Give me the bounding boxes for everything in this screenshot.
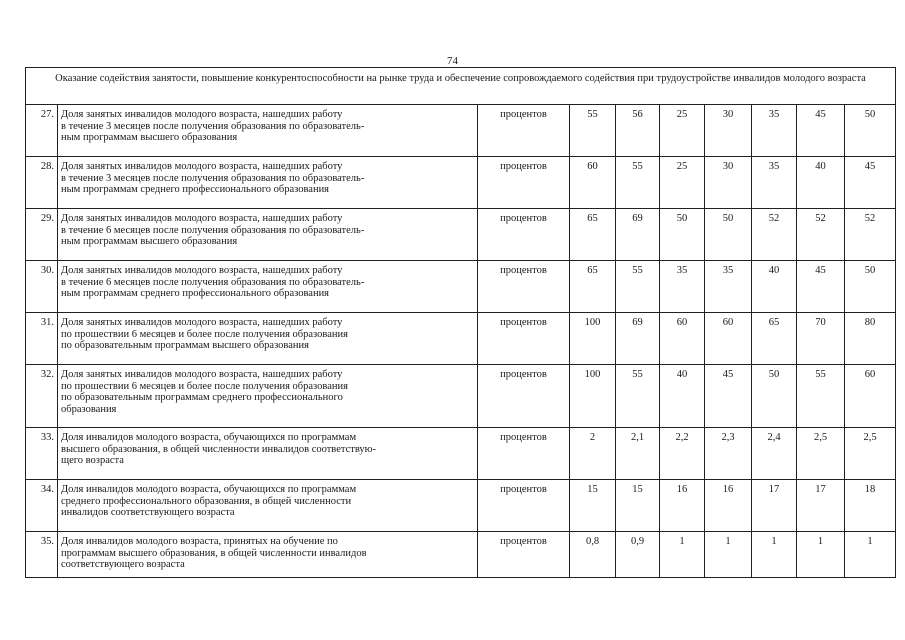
row-number: 33. <box>26 428 58 480</box>
value-cell: 52 <box>845 209 896 261</box>
value-cell: 60 <box>705 313 752 365</box>
indicator-name-line: Доля инвалидов молодого возраста, обучающихся по программам <box>61 484 357 495</box>
section-title: Оказание содействия занятости, повышение конкурентоспособности на рынке труда и обеспечение сопровождаемого содействия при трудоустройстве инвалидов молодого возраста <box>26 68 896 105</box>
row-number: 32. <box>26 365 58 428</box>
unit-cell: процентов <box>478 261 570 313</box>
value-cell: 80 <box>845 313 896 365</box>
value-cell: 55 <box>797 365 845 428</box>
indicators-body <box>26 68 896 578</box>
indicator-name-line: высшего образования, в общей численности инвалидов соответствую- <box>61 443 377 455</box>
value-cell: 50 <box>752 365 797 428</box>
value-cell: 55 <box>616 261 660 313</box>
value-cell: 2,1 <box>616 428 660 480</box>
indicator-name <box>58 313 478 365</box>
indicator-name-line: по прошествии 6 месяцев и более после получения образования <box>61 328 348 340</box>
table-row <box>26 365 896 428</box>
value-cell: 56 <box>616 105 660 157</box>
value-cell: 17 <box>797 480 845 532</box>
row-number: 27. <box>26 105 58 157</box>
indicator-name-line: Доля занятых инвалидов молодого возраста, нашедших работу <box>61 109 343 120</box>
value-cell: 52 <box>752 209 797 261</box>
value-cell: 55 <box>616 157 660 209</box>
indicator-name-line: в течение 6 месяцев после получения образования по образователь- <box>61 276 365 288</box>
table-row <box>26 261 896 313</box>
value-cell: 50 <box>845 105 896 157</box>
value-cell: 16 <box>660 480 705 532</box>
value-cell: 35 <box>752 157 797 209</box>
unit-cell: процентов <box>478 313 570 365</box>
value-cell: 16 <box>705 480 752 532</box>
indicator-name-line: Доля инвалидов молодого возраста, обучающихся по программам <box>61 432 357 443</box>
value-cell: 60 <box>660 313 705 365</box>
value-cell: 1 <box>705 532 752 578</box>
value-cell: 1 <box>752 532 797 578</box>
indicator-name-line: Доля занятых инвалидов молодого возраста, нашедших работу <box>61 161 343 172</box>
value-cell: 50 <box>705 209 752 261</box>
indicator-name-line: программам высшего образования, в общей численности инвалидов <box>61 547 367 559</box>
indicator-name-line: ным программам среднего профессионального образования <box>61 184 330 195</box>
value-cell: 52 <box>797 209 845 261</box>
value-cell: 1 <box>845 532 896 578</box>
indicators-table <box>25 67 896 578</box>
table-row <box>26 209 896 261</box>
indicator-name-line: по образовательным программам высшего образования <box>61 340 309 351</box>
value-cell: 18 <box>845 480 896 532</box>
value-cell: 2,3 <box>705 428 752 480</box>
value-cell: 25 <box>660 105 705 157</box>
row-number: 30. <box>26 261 58 313</box>
table-row <box>26 105 896 157</box>
indicator-name-line: в течение 3 месяцев после получения образования по образователь- <box>61 172 365 184</box>
value-cell: 100 <box>570 365 616 428</box>
page-number: 74 <box>447 55 458 67</box>
indicator-name-line: Доля занятых инвалидов молодого возраста, нашедших работу <box>61 213 343 224</box>
row-number: 29. <box>26 209 58 261</box>
table-row <box>26 428 896 480</box>
indicator-name-line: ным программам среднего профессионального образования <box>61 288 330 299</box>
indicator-name-line: по прошествии 6 месяцев и более после получения образования <box>61 380 348 392</box>
value-cell: 0,8 <box>570 532 616 578</box>
table-row <box>26 532 896 578</box>
value-cell: 65 <box>570 209 616 261</box>
indicator-name-line: образования <box>61 403 117 415</box>
row-number: 28. <box>26 157 58 209</box>
indicator-name <box>58 261 478 313</box>
indicator-name-line: по образовательным программам среднего профессионального <box>61 392 343 403</box>
unit-cell: процентов <box>478 532 570 578</box>
value-cell: 55 <box>570 105 616 157</box>
value-cell: 1 <box>660 532 705 578</box>
unit-cell: процентов <box>478 365 570 428</box>
row-number: 35. <box>26 532 58 578</box>
value-cell: 60 <box>570 157 616 209</box>
value-cell: 45 <box>705 365 752 428</box>
value-cell: 30 <box>705 105 752 157</box>
value-cell: 40 <box>797 157 845 209</box>
indicator-name <box>58 428 478 480</box>
value-cell: 45 <box>797 105 845 157</box>
unit-cell: процентов <box>478 428 570 480</box>
value-cell: 0,9 <box>616 532 660 578</box>
value-cell: 45 <box>845 157 896 209</box>
indicator-name-line: инвалидов соответствующего возраста <box>61 507 235 518</box>
value-cell: 1 <box>797 532 845 578</box>
value-cell: 35 <box>752 105 797 157</box>
indicator-name-line: ным программам высшего образования <box>61 132 238 143</box>
indicator-name-line: соответствующего возраста <box>61 559 185 570</box>
indicator-name-line: щего возраста <box>61 455 124 466</box>
indicator-name-line: в течение 3 месяцев после получения образования по образователь- <box>61 120 365 132</box>
value-cell: 50 <box>660 209 705 261</box>
row-number: 34. <box>26 480 58 532</box>
indicator-name-line: Доля инвалидов молодого возраста, принятых на обучение по <box>61 536 338 547</box>
value-cell: 69 <box>616 313 660 365</box>
table-row <box>26 157 896 209</box>
value-cell: 15 <box>616 480 660 532</box>
indicator-name-line: Доля занятых инвалидов молодого возраста, нашедших работу <box>61 317 343 328</box>
value-cell: 2 <box>570 428 616 480</box>
table-row <box>26 313 896 365</box>
value-cell: 65 <box>570 261 616 313</box>
unit-cell: процентов <box>478 480 570 532</box>
value-cell: 100 <box>570 313 616 365</box>
value-cell: 25 <box>660 157 705 209</box>
value-cell: 40 <box>752 261 797 313</box>
value-cell: 35 <box>660 261 705 313</box>
indicator-name-line: среднего профессионального образования, в общей численности <box>61 495 352 507</box>
value-cell: 2,5 <box>845 428 896 480</box>
indicator-name <box>58 209 478 261</box>
value-cell: 70 <box>797 313 845 365</box>
value-cell: 2,5 <box>797 428 845 480</box>
value-cell: 2,2 <box>660 428 705 480</box>
indicator-name-line: Доля занятых инвалидов молодого возраста, нашедших работу <box>61 265 343 276</box>
section-header-row <box>26 68 896 105</box>
table-row <box>26 480 896 532</box>
value-cell: 65 <box>752 313 797 365</box>
indicator-name <box>58 480 478 532</box>
value-cell: 15 <box>570 480 616 532</box>
unit-cell: процентов <box>478 105 570 157</box>
value-cell: 30 <box>705 157 752 209</box>
value-cell: 2,4 <box>752 428 797 480</box>
value-cell: 35 <box>705 261 752 313</box>
unit-cell: процентов <box>478 157 570 209</box>
indicator-name <box>58 532 478 578</box>
indicator-name-line: Доля занятых инвалидов молодого возраста, нашедших работу <box>61 369 343 380</box>
value-cell: 40 <box>660 365 705 428</box>
value-cell: 17 <box>752 480 797 532</box>
indicator-name <box>58 105 478 157</box>
unit-cell: процентов <box>478 209 570 261</box>
indicator-name <box>58 157 478 209</box>
value-cell: 60 <box>845 365 896 428</box>
row-number: 31. <box>26 313 58 365</box>
value-cell: 55 <box>616 365 660 428</box>
indicator-name-line: в течение 6 месяцев после получения образования по образователь- <box>61 224 365 236</box>
value-cell: 69 <box>616 209 660 261</box>
value-cell: 45 <box>797 261 845 313</box>
indicator-name-line: ным программам высшего образования <box>61 236 238 247</box>
value-cell: 50 <box>845 261 896 313</box>
indicator-name <box>58 365 478 428</box>
